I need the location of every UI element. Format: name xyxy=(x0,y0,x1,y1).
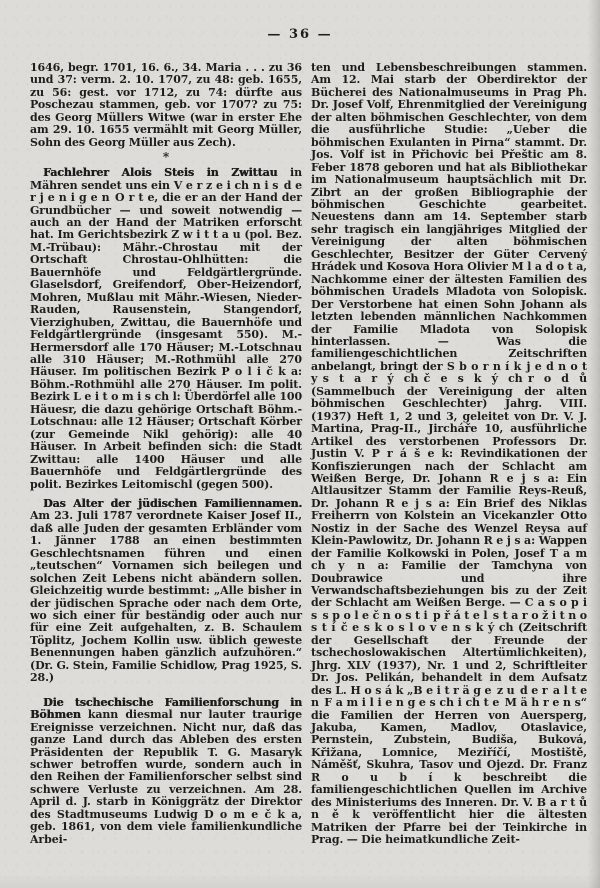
paragraph-continuation-left xyxy=(30,62,302,149)
paragraph-lead: Fachlehrer Alois Steis in Zwittau xyxy=(43,166,278,180)
paragraph-text: ten und Lebensbeschreibungen stammen. Am 12. Mai starb der Oberdirektor der Bücherei des Nationalmuseums in Prag Ph. Dr. Josef Volf, Ehrenmitglied der Vereinigung der alten böhmischen Geschlechter, von dem die ausführliche Studie: „Ueber die böhmischen Exulanten in Pirna“ stammt. Dr. Jos. Volf ist in Přichovic bei Přeštic am 8. Feber 1878 geboren und hat als Bibliothekar im Nationalmuseum hauptsächlich mit Dr. Zibrt an der großen Bibliographie der böhmischen Geschichte gearbeitet. Neuestens dann am 14. September starb sehr tragisch ein langjähriges Mitglied der Vereinigung der alten böhmischen Geschlechter, Besitzer der Güter Cervený Hrádek und Kosova Hora Olivier M l a d o t a, Nachkomme einer der ältesten Familien des böhmischen Uradels Mladota von Solopisk. Der Verstorbene hat einen Sohn Johann als letzten lebenden männlichen Nachkommen der Familie Mladota von Solopisk hinterlassen. — Was die familiengeschichtlichen Zeitschriften anbelangt, bringt der S b o r n í k j e d n o t y s t a r ý ch č e s k ý ch r o d ů (Sammelbuch der Vereinigung der alten böhmischen Geschlechter) Jahrg. VIII. (1937) Heft 1, 2 und 3, geleitet von Dr. V. J. Martina, Prag-II., Jircháře 10, ausführliche Artikel des verstorbenen Professors Dr. Justin V. P r á š e k: Revindikationen der Konfiszierungen nach der Schlacht am Weißen Berge, Dr. Johann R e j s a: Ein Altlausitzer Stamm der Familie Reys-Reuß, Dr. Johann R e j s a: Ein Brief des Niklas Freiherrn von Kolstein an Vicekanzler Otto Nostiz in der Sache des Wenzel Reysa auf Klein-Pawlowitz, Dr. Johann R e j s a: Wappen der Familie Kolkowski in Polen, Josef T a m ch y n a: Familie der Tamchyna von Doubrawice und ihre Verwandschaftsbeziehungen bis zu der Zeit der Schlacht am Weißen Berge. — C a s o p i s s p o l e č n o s t i p ř á t e l s t a r o ž i t n o s t í č e s k o s l o v e n s k ý ch (Zeitschrift der Gesellschaft der Freunde der tschechoslowakischen Altertümlichkeiten), Jhrg. XLV (1937), Nr. 1 und 2, Schriftleiter Dr. Jos. Pelikán, behandelt in dem Aufsatz des L. H o s á k „B e i t r ä g e z u d e r a l t e n F a m i l i e n g e s ch i ch t e M ä h r e n s“ die Familien der Herren von Auersperg, Jakuba, Kamen, Madlov, Otaslavice, Pernstein, Zubstein, Budiša, Buková, Křižana, Lomnice, Meziříčí, Mostiště, Náměšť, Skuhra, Tasov und Ojezd. Dr. Franz R o u b í k beschreibt die familiengeschichtlichen Quellen im Archive des Ministeriums des Inneren. Dr. V. B a r t ů n ě k veröffentlicht hier die ältesten Matriken der Pfarre bei der Teinkirche in Prag. — Die heimatkundliche Zeit- xyxy=(311,61,587,847)
paragraph-lead: Die tschechische Familienforschung in Böhmen xyxy=(30,695,302,722)
right-column xyxy=(311,62,587,847)
paragraph-text: Am 23. Juli 1787 verordnete Kaiser Josef II., daß alle Juden der gesamten Erbländer vom 1. Jänner 1788 an einen bestimmten Geschlechtsnamen führen und einen „teutschen“ Vornamen sich beilegen und solchen Zeit Lebens nicht abändern sollen. Gleichzeitig wurde bestimmt: „Alle bisher in der jüdischen Sprache oder nach dem Orte, wo sich einer für beständig oder auch nur für eine Zeit aufgehalten, z. B. Schaulem Töplitz, Jochem Kollin usw. üblich geweste Benennungen haben gänzlich aufzuhören.“ (Dr. G. Stein, Familie Schidlow, Prag 1925, S. 28.) xyxy=(30,509,302,685)
paragraph-tschechische-familienforschung xyxy=(30,697,302,846)
page-number: — 36 — xyxy=(267,27,333,42)
paragraph-juedische-familiennamen xyxy=(30,498,302,685)
paragraph-text: 1646, begr. 1701, 16. 6., 34. Maria . . . zu 36 und 37: verm. 2. 10. 1707, zu 48: geb. 1655, zu 56: gest. vor 1712, zu 74: dürfte aus Poschezau stammen, geb. vor 1707? zu 75: des Georg Müllers Witwe (war in erster Ehe am 29. 10. 1655 vermählt mit Georg Müller, Sohn des Georg Müller aus Zech). xyxy=(30,61,302,149)
asterisk-divider: * xyxy=(162,150,170,165)
section-separator xyxy=(30,152,302,163)
paragraph-text: kann diesmal nur lauter traurige Ereignisse verzeichnen. Nicht nur, daß das ganze Land durch das Ableben des ersten Präsidenten der Republik T. G. Masaryk schwer betroffen wurde, sondern auch in den Reihen der Familienforscher selbst sind schwere Verluste zu verzeichnen. Am 28. April d. J. starb in Königgrätz der Direktor des Stadtmuseums Ludwig D o m e č k a, geb. 1861, von dem viele familienkundliche Arbei- xyxy=(30,708,302,846)
left-column xyxy=(30,62,302,846)
page-header xyxy=(0,0,600,42)
paragraph-fachlehrer-steis xyxy=(30,167,302,491)
text-columns xyxy=(0,62,600,847)
paragraph-continuation-right xyxy=(311,62,587,847)
paragraph-lead: Das Alter der jüdischen Familiennamen. xyxy=(43,496,302,510)
paragraph-text: in Mähren sendet uns ein V e r z e i ch n i s d e r j e n i g e n O r t e, die er an der Hand der Grundbücher — und soweit notwendig — auch an der Hand der Matriken erforscht hat. Im Gerichtsbezirk Z w i t t a u (pol. Bez. M.-Trübau): Mähr.-Chrostau mit der Ortschaft Chrostau-Ohlhütten: die Bauernhöfe und Feldgärtlergründe. Glaselsdorf, Greifendorf, Ober-Heizendorf, Mohren, Mußlau mit Mähr.-Wiesen, Nieder-Rauden, Rausenstein, Stangendorf, Vierzighuben, Zwittau, die Bauernhöfe und Feldgärtlergründe (insgesamt 550). M.-Hermersdorf alle 170 Häuser; M.-Lotschnau alle 310 Häuser; M.-Rothmühl alle 270 Häuser. Im politischen Bezirk P o l i č k a: Böhm.-Rothmühl alle 270 Häuser. Im polit. Bezirk L e i t o m i s ch l: Überdörfel alle 100 Häuesr, die dazu gehörige Ortschaft Böhm.-Lotschnau: alle 12 Häuser; Ortschaft Körber (zur Gemeinde Nikl gehörig): alle 40 Häuser. In Arbeit befinden sich: die Stadt Zwittau: alle 1400 Häuser und alle Bauernhöfe und Feldgärtlergründe des polit. Bezirkes Leitomischl (gegen 500). xyxy=(30,166,302,491)
